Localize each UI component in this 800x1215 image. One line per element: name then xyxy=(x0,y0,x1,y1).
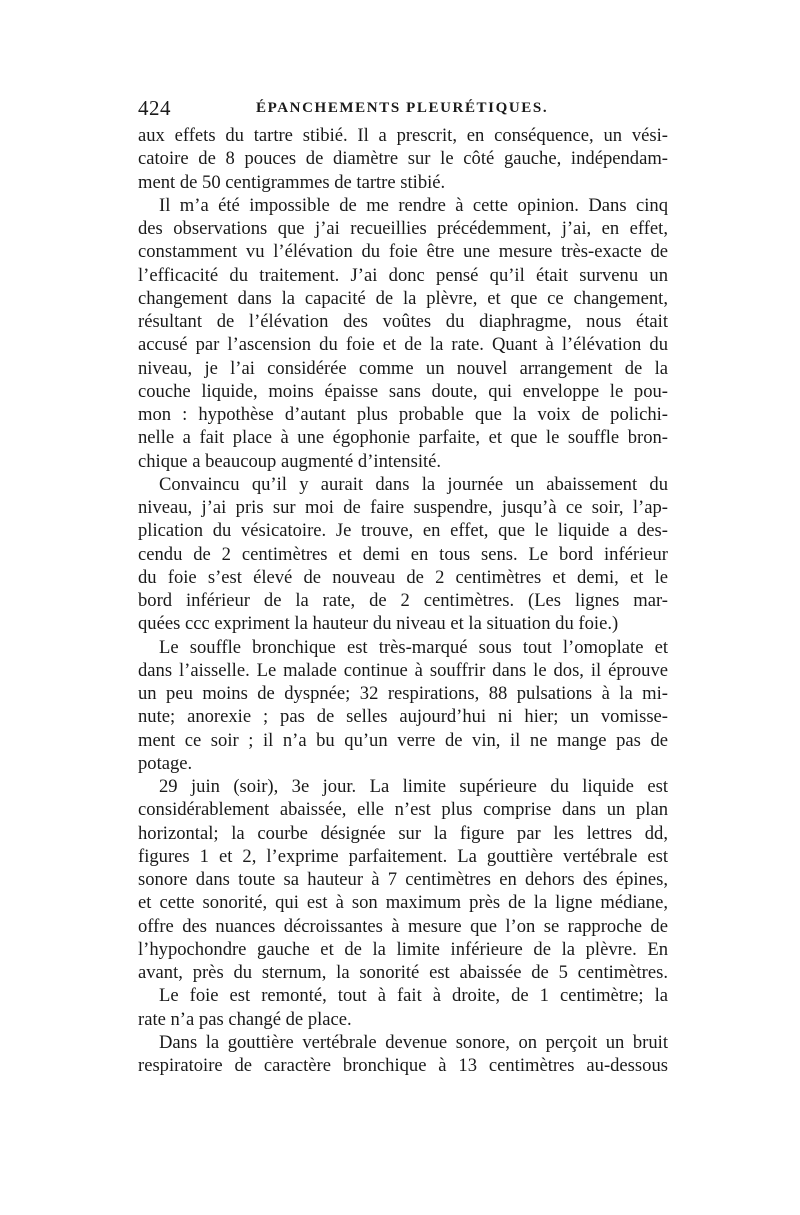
text-line: ment ce soir ; il n’a bu qu’un verre de vin, il ne mange pas de xyxy=(138,729,668,751)
text-line: 29 juin (soir), 3e jour. La limite supérieure du liquide est xyxy=(159,776,668,797)
body-text xyxy=(138,124,668,1077)
text-line: niveau, je l’ai considérée comme un nouvel arrangement de la xyxy=(138,357,668,379)
text-line: cendu de 2 centimètres et demi en tous sens. Le bord inférieur xyxy=(138,543,668,565)
text-line: sonore dans toute sa hauteur à 7 centimètres en dehors des épines, xyxy=(138,869,668,890)
text-line: du foie s’est élevé de nouveau de 2 centimètres et demi, et le xyxy=(138,566,668,588)
text-line: offre des nuances décroissantes à mesure que l’on se rapproche de xyxy=(138,915,668,937)
text-line: couche liquide, moins épaisse sans doute, qui enveloppe le pou- xyxy=(138,380,668,402)
text-line: rate n’a pas changé de place. xyxy=(138,1008,352,1030)
text-line: aux effets du tartre stibié. Il a prescrit, en conséquence, un vési- xyxy=(138,125,668,146)
text-line: et cette sonorité, qui est à son maximum près de la ligne médiane, xyxy=(138,892,668,914)
text-line: horizontal; la courbe désignée sur la figure par les lettres dd, xyxy=(138,822,668,844)
text-line: un peu moins de dyspnée; 32 respirations, 88 pulsations à la mi- xyxy=(138,683,668,704)
text-line: résultant de l’élévation des voûtes du diaphragme, nous était xyxy=(138,311,668,332)
text-line: plication du vésicatoire. Je trouve, en effet, que le liquide a des- xyxy=(138,520,668,542)
page-number: 424 xyxy=(138,96,171,120)
text-line: Dans la gouttière vertébrale devenue sonore, on perçoit un bruit xyxy=(159,1031,668,1053)
text-line: dans l’aisselle. Le malade continue à souffrir dans le dos, il éprouve xyxy=(138,659,668,681)
text-line: chique a beaucoup augmenté d’intensité. xyxy=(138,450,442,472)
text-line: catoire de 8 pouces de diamètre sur le côté gauche, indépendam- xyxy=(138,148,668,170)
text-line: niveau, j’ai pris sur moi de faire suspendre, jusqu’à ce soir, l’ap- xyxy=(138,497,668,518)
text-line: des observations que j’ai recueillies précédemment, j’ai, en effet, xyxy=(138,218,668,239)
text-line: nelle a fait place à une égophonie parfaite, et que le souffle bron- xyxy=(138,427,668,449)
text-line: ment de 50 centigrammes de tartre stibié. xyxy=(138,171,446,193)
text-line: changement dans la capacité de la plèvre, et que ce changement, xyxy=(138,287,668,309)
text-line: quées ccc expriment la hauteur du niveau et la situation du foie.) xyxy=(138,613,619,635)
text-line: Il m’a été impossible de me rendre à cette opinion. Dans cinq xyxy=(159,194,668,216)
text-line: l’hypochondre gauche et de la limite inférieure de la plèvre. En xyxy=(138,938,668,960)
running-title: ÉPANCHEMENTS PLEURÉTIQUES. xyxy=(256,100,549,116)
text-line: respiratoire de caractère bronchique à 13 centimètres au-dessous xyxy=(138,1055,668,1076)
text-line: avant, près du sternum, la sonorité est abaissée de 5 centimètres. xyxy=(138,962,668,983)
page-header xyxy=(138,96,668,122)
text-line: figures 1 et 2, l’exprime parfaitement. La gouttière vertébrale est xyxy=(138,845,668,867)
text-line: l’efficacité du traitement. J’ai donc pensé qu’il était survenu un xyxy=(138,264,668,286)
text-line: nute; anorexie ; pas de selles aujourd’hui ni hier; un vomisse- xyxy=(138,706,668,728)
text-line: accusé par l’ascension du foie et de la rate. Quant à l’élévation du xyxy=(138,334,668,356)
text-line: mon : hypothèse d’autant plus probable que la voix de polichi- xyxy=(138,404,668,425)
text-line: bord inférieur de la rate, de 2 centimètres. (Les lignes mar- xyxy=(138,590,668,611)
text-line: Convaincu qu’il y aurait dans la journée un abaissement du xyxy=(159,473,668,495)
text-line: Le foie est remonté, tout à fait à droite, de 1 centimètre; la xyxy=(159,985,668,1007)
text-line: Le souffle bronchique est très-marqué sous tout l’omoplate et xyxy=(159,636,668,658)
text-line: considérablement abaissée, elle n’est plus comprise dans un plan xyxy=(138,799,668,821)
text-line: potage. xyxy=(138,752,193,774)
text-line: constamment vu l’élévation du foie être une mesure très-exacte de xyxy=(138,241,668,263)
